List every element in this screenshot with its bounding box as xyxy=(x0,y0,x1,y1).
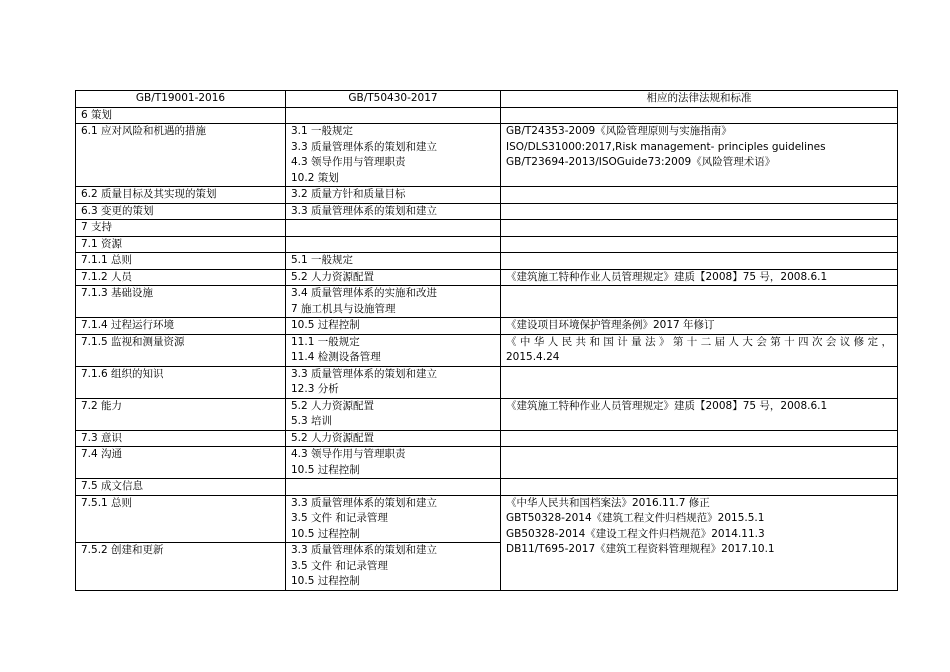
cell-line: 3.2 质量方针和质量目标 xyxy=(291,188,406,200)
table-row xyxy=(76,495,898,543)
table-body xyxy=(76,107,898,590)
related-laws-cell xyxy=(501,269,898,286)
clause-gbt50430 xyxy=(286,253,501,270)
table-row xyxy=(76,203,898,220)
cell-line: 12.3 分析 xyxy=(291,383,339,395)
cell-line: 4.3 领导作用与管理职责 xyxy=(291,448,406,460)
table-row xyxy=(76,447,898,479)
clause-gbt19001: 7.1.2 人员 xyxy=(76,269,286,286)
clause-gbt50430 xyxy=(286,447,501,479)
cell-line: 《建筑施工特种作业人员管理规定》建质【2008】75 号，2008.6.1 xyxy=(506,399,828,412)
related-laws-cell xyxy=(501,334,898,366)
clause-gbt19001: 6.3 变更的策划 xyxy=(76,203,286,220)
cell-line: 4.3 领导作用与管理职责 xyxy=(291,156,406,168)
cell-line: 5.2 人力资源配置 xyxy=(291,399,375,412)
header-gbt19001: GB/T19001-2016 xyxy=(76,91,286,108)
clause-gbt50430 xyxy=(286,107,501,124)
related-laws-cell xyxy=(501,253,898,270)
cell-line: 5.3 培训 xyxy=(291,415,333,427)
table-row xyxy=(76,124,898,187)
related-laws-cell xyxy=(501,398,898,430)
clause-gbt50430 xyxy=(286,398,501,430)
cell-line: 10.5 过程控制 xyxy=(291,575,360,587)
clause-gbt19001: 7.1.6 组织的知识 xyxy=(76,366,286,398)
related-laws-cell xyxy=(501,366,898,398)
cell-line: 《中华人民共和国档案法》2016.11.7 修正 xyxy=(506,496,710,509)
clause-gbt50430 xyxy=(286,220,501,237)
clause-gbt19001: 7.5.2 创建和更新 xyxy=(76,543,286,591)
cell-line: 10.5 过程控制 xyxy=(291,463,360,476)
clause-gbt50430 xyxy=(286,318,501,335)
clause-gbt50430 xyxy=(286,236,501,253)
clause-gbt19001: 7.1.4 过程运行环境 xyxy=(76,318,286,335)
cell-line: 3.3 质量管理体系的策划和建立 xyxy=(291,544,438,556)
related-laws-cell xyxy=(501,447,898,479)
table-row xyxy=(76,430,898,447)
header-gbt50430: GB/T50430-2017 xyxy=(286,91,501,108)
clause-gbt19001: 7.1.1 总则 xyxy=(76,253,286,270)
related-laws-cell xyxy=(501,495,898,590)
related-laws-cell xyxy=(501,107,898,124)
clause-gbt19001: 6.1 应对风险和机遇的措施 xyxy=(76,124,286,187)
cell-line: 10.5 过程控制 xyxy=(291,527,360,540)
cell-line: 10.2 策划 xyxy=(291,171,339,184)
clause-gbt50430 xyxy=(286,430,501,447)
related-laws-cell xyxy=(501,124,898,187)
clause-gbt19001: 7.2 能力 xyxy=(76,398,286,430)
clause-gbt19001: 7.5 成文信息 xyxy=(76,479,286,496)
cell-line: 2015.4.24 xyxy=(506,351,560,363)
cell-line: 《中华人民共和国计量法》第十二届人大会第十四次会议修定， xyxy=(506,335,892,348)
header-laws-standards: 相应的法律法规和标准 xyxy=(501,91,898,108)
cell-line: 5.2 人力资源配置 xyxy=(291,270,375,283)
cell-line: 3.3 质量管理体系的策划和建立 xyxy=(291,367,438,380)
clause-gbt50430 xyxy=(286,203,501,220)
clause-gbt50430 xyxy=(286,495,501,543)
cell-line: 《建筑施工特种作业人员管理规定》建质【2008】75 号，2008.6.1 xyxy=(506,270,828,283)
cell-line: 3.1 一般规定 xyxy=(291,125,354,137)
cell-line: 3.5 文件 和记录管理 xyxy=(291,559,388,572)
table-row xyxy=(76,286,898,318)
clause-gbt19001: 7.3 意识 xyxy=(76,430,286,447)
related-laws-cell xyxy=(501,286,898,318)
cell-line: 5.2 人力资源配置 xyxy=(291,431,375,444)
cell-line: 10.5 过程控制 xyxy=(291,319,360,331)
cell-line: 11.1 一般规定 xyxy=(291,335,360,348)
clause-gbt50430 xyxy=(286,543,501,591)
clause-gbt50430 xyxy=(286,269,501,286)
cell-line: 11.4 检测设备管理 xyxy=(291,351,381,363)
cell-line: 3.3 质量管理体系的策划和建立 xyxy=(291,204,438,217)
cell-line: GB/T23694-2013/ISOGuide73:2009《风险管理术语》 xyxy=(506,156,776,168)
related-laws-cell xyxy=(501,430,898,447)
clause-gbt50430 xyxy=(286,334,501,366)
table-row xyxy=(76,398,898,430)
related-laws-cell xyxy=(501,236,898,253)
cell-line: 3.3 质量管理体系的策划和建立 xyxy=(291,140,438,153)
table-row xyxy=(76,253,898,270)
related-laws-cell xyxy=(501,220,898,237)
clause-gbt19001: 7.4 沟通 xyxy=(76,447,286,479)
clause-gbt19001: 6.2 质量目标及其实现的策划 xyxy=(76,187,286,204)
related-laws-cell xyxy=(501,203,898,220)
table-row xyxy=(76,334,898,366)
cell-line: 3.5 文件 和记录管理 xyxy=(291,512,388,524)
table-row xyxy=(76,187,898,204)
clause-gbt19001: 7.1 资源 xyxy=(76,236,286,253)
cell-line: ISO/DLS31000:2017,Risk management- principles guidelines xyxy=(506,140,826,153)
table-row xyxy=(76,366,898,398)
clause-gbt19001: 7.1.3 基础设施 xyxy=(76,286,286,318)
related-laws-cell xyxy=(501,318,898,335)
table-row xyxy=(76,479,898,496)
clause-gbt50430 xyxy=(286,124,501,187)
cell-line: DB11/T695-2017《建筑工程资料管理规程》2017.10.1 xyxy=(506,543,775,555)
clause-gbt19001: 7.1.5 监视和测量资源 xyxy=(76,334,286,366)
table-row xyxy=(76,236,898,253)
cell-line: GBT50328-2014《建筑工程文件归档规范》2015.5.1 xyxy=(506,512,765,524)
table-row xyxy=(76,269,898,286)
cell-line: 3.4 质量管理体系的实施和改进 xyxy=(291,287,438,299)
clause-gbt19001: 7.5.1 总则 xyxy=(76,495,286,543)
cell-line: 7 施工机具与设施管理 xyxy=(291,302,396,315)
clause-gbt50430 xyxy=(286,286,501,318)
table-row xyxy=(76,318,898,335)
standards-mapping-table xyxy=(75,90,898,591)
clause-gbt19001: 7 支持 xyxy=(76,220,286,237)
cell-line: 《建设项目环境保护管理条例》2017 年修订 xyxy=(506,319,715,331)
table-row xyxy=(76,107,898,124)
cell-line: GB/T24353-2009《风险管理原则与实施指南》 xyxy=(506,125,732,137)
related-laws-cell xyxy=(501,187,898,204)
clause-gbt19001: 6 策划 xyxy=(76,107,286,124)
cell-line: 5.1 一般规定 xyxy=(291,254,354,266)
clause-gbt50430 xyxy=(286,366,501,398)
header-row xyxy=(76,91,898,108)
cell-line: 3.3 质量管理体系的策划和建立 xyxy=(291,496,438,509)
related-laws-cell xyxy=(501,479,898,496)
clause-gbt50430 xyxy=(286,187,501,204)
clause-gbt50430 xyxy=(286,479,501,496)
table-row xyxy=(76,220,898,237)
cell-line: GB50328-2014《建设工程文件归档规范》2014.11.3 xyxy=(506,527,765,540)
